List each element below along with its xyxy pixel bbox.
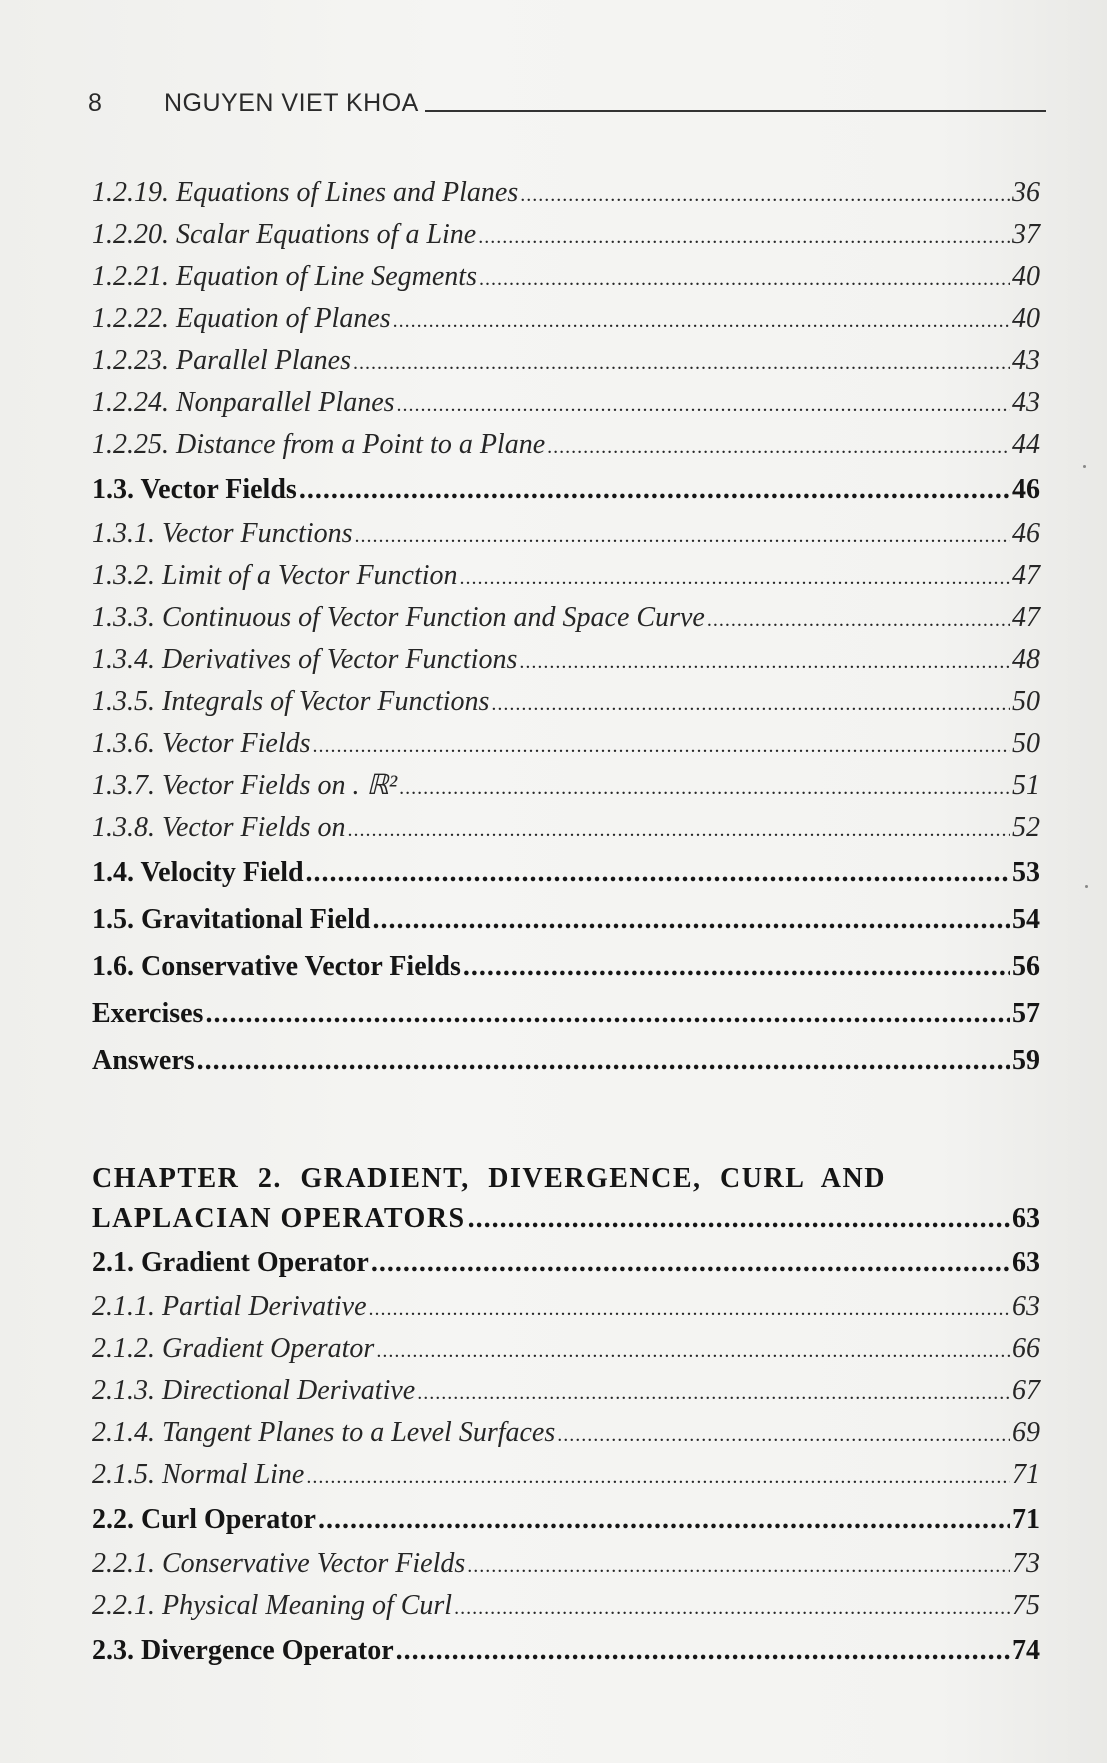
toc-subsection-entry: [92, 340, 1040, 382]
entry-title: 1.2.22. Equation of Planes: [92, 303, 391, 334]
leader-dots: [369, 1286, 1010, 1330]
entry-page-number: 36: [1012, 177, 1040, 208]
leader-dots: [397, 382, 1010, 426]
entry-title: 2.1.5. Normal Line: [92, 1459, 305, 1490]
entry-page-number: 63: [1012, 1247, 1040, 1278]
chapter-page-number: 63: [1012, 1203, 1040, 1234]
page-speck: [1085, 885, 1088, 888]
entry-title: 1.2.23. Parallel Planes: [92, 345, 351, 376]
toc-section-entry: [92, 1037, 1040, 1084]
toc-subsection-entry: [92, 298, 1040, 340]
toc-subsection-entry: [92, 214, 1040, 256]
toc-subsection-entry: [92, 1412, 1040, 1454]
entry-page-number: 71: [1012, 1504, 1040, 1535]
page-number: 8: [88, 89, 102, 117]
toc-subsection-entry: [92, 513, 1040, 555]
entry-page-number: 40: [1012, 261, 1040, 292]
toc-subsection-entry: [92, 1585, 1040, 1627]
toc-subsection-entry: [92, 597, 1040, 639]
entry-page-number: 48: [1012, 644, 1040, 675]
leader-dots: [479, 256, 1010, 300]
leader-dots: [396, 1627, 1010, 1674]
toc-section-entry: [92, 1627, 1040, 1674]
entry-title: 2.1.2. Gradient Operator: [92, 1333, 375, 1364]
leader-dots: [393, 298, 1010, 342]
leader-dots: [313, 723, 1010, 767]
leader-dots: [355, 513, 1010, 557]
entry-title: 1.3.1. Vector Functions: [92, 518, 353, 549]
entry-title: 1.5. Gravitational Field: [92, 904, 371, 935]
entry-page-number: 69: [1012, 1417, 1040, 1448]
entry-title: 2.1.3. Directional Derivative: [92, 1375, 416, 1406]
toc-subsection-entry: [92, 382, 1040, 424]
chapter-title-label: LAPLACIAN OPERATORS: [92, 1203, 466, 1234]
toc-subsection-entry: [92, 639, 1040, 681]
toc-section-entry: [92, 1239, 1040, 1286]
toc-subsection-entry: [92, 1328, 1040, 1370]
leader-dots: [454, 1585, 1010, 1629]
toc-subsection-entry: [92, 424, 1040, 466]
entry-page-number: 73: [1012, 1548, 1040, 1579]
entry-page-number: 71: [1012, 1459, 1040, 1490]
toc-subsection-entry: [92, 723, 1040, 765]
toc-section-entry: [92, 849, 1040, 896]
entry-title: 2.3. Divergence Operator: [92, 1635, 394, 1666]
toc-subsection-entry: [92, 1454, 1040, 1496]
leader-dots: [417, 1370, 1010, 1414]
entry-page-number: 53: [1012, 857, 1040, 888]
leader-dots: [299, 466, 1010, 513]
toc-section-entry: [92, 943, 1040, 990]
entry-page-number: 37: [1012, 219, 1040, 250]
entry-title: 1.3.2. Limit of a Vector Function: [92, 560, 458, 591]
toc-subsection-entry: [92, 256, 1040, 298]
entry-page-number: 46: [1012, 474, 1040, 505]
entry-title: Answers: [92, 1045, 195, 1076]
entry-page-number: 75: [1012, 1590, 1040, 1621]
entry-page-number: 46: [1012, 518, 1040, 549]
leader-dots: [460, 555, 1010, 599]
toc-subsection-entry: [92, 765, 1040, 807]
leader-dots: [348, 807, 1010, 851]
leader-dots: [547, 424, 1010, 468]
entry-title: 2.1. Gradient Operator: [92, 1247, 369, 1278]
leader-dots: [372, 896, 1010, 943]
entry-title: 1.2.20. Scalar Equations of a Line: [92, 219, 477, 250]
leader-dots: [376, 1328, 1010, 1372]
entry-title: 1.3.4. Derivatives of Vector Functions: [92, 644, 518, 675]
toc-section-entry: [92, 1496, 1040, 1543]
entry-page-number: 54: [1012, 904, 1040, 935]
entry-page-number: 51: [1012, 770, 1040, 801]
toc-list-chapter-1: [92, 172, 1040, 1084]
page-speck: [1083, 465, 1086, 468]
entry-title: 2.1.1. Partial Derivative: [92, 1291, 367, 1322]
leader-dots: [707, 597, 1010, 641]
entry-title: 1.3.6. Vector Fields: [92, 728, 311, 759]
entry-page-number: 59: [1012, 1045, 1040, 1076]
entry-page-number: 50: [1012, 728, 1040, 759]
entry-page-number: 44: [1012, 429, 1040, 460]
leader-dots: [353, 340, 1010, 384]
toc-subsection-entry: [92, 807, 1040, 849]
entry-page-number: 56: [1012, 951, 1040, 982]
entry-page-number: 63: [1012, 1291, 1040, 1322]
entry-title: 1.2.25. Distance from a Point to a Plane: [92, 429, 546, 460]
toc-section-entry: [92, 466, 1040, 513]
toc-list-chapter-2: [92, 1239, 1040, 1674]
chapter-title-line-1: CHAPTER 2. GRADIENT, DIVERGENCE, CURL AND: [92, 1163, 886, 1194]
toc-subsection-entry: [92, 555, 1040, 597]
toc-subsection-entry: [92, 172, 1040, 214]
leader-dots: [318, 1496, 1010, 1543]
entry-title: 1.3.7. Vector Fields on . ℝ²: [92, 770, 398, 801]
entry-page-number: 43: [1012, 387, 1040, 418]
entry-title: 1.3.8. Vector Fields on: [92, 812, 346, 843]
leader-dots: [557, 1412, 1010, 1456]
toc-subsection-entry: [92, 1370, 1040, 1412]
leader-dots: [306, 849, 1010, 896]
entry-title: Exercises: [92, 998, 204, 1029]
entry-title: 1.3.3. Continuous of Vector Function and Space Curve: [92, 602, 705, 633]
leader-dots: [491, 681, 1010, 725]
entry-title: 1.2.19. Equations of Lines and Planes: [92, 177, 519, 208]
entry-page-number: 66: [1012, 1333, 1040, 1364]
toc-subsection-entry: [92, 681, 1040, 723]
entry-page-number: 52: [1012, 812, 1040, 843]
leader-dots: [399, 765, 1010, 809]
leader-dots: [520, 172, 1010, 216]
running-header: [88, 88, 1046, 118]
leader-dots: [519, 639, 1010, 683]
entry-page-number: 47: [1012, 602, 1040, 633]
header-rule: [425, 110, 1046, 112]
entry-page-number: 67: [1012, 1375, 1040, 1406]
leader-dots: [463, 943, 1010, 990]
running-head-author: NGUYEN VIET KHOA: [164, 89, 419, 117]
chapter-title-line-2: [92, 1199, 1040, 1239]
leader-dots: [197, 1037, 1010, 1084]
entry-title: 1.2.21. Equation of Line Segments: [92, 261, 477, 292]
entry-title: 1.4. Velocity Field: [92, 857, 304, 888]
entry-page-number: 74: [1012, 1635, 1040, 1666]
toc-subsection-entry: [92, 1543, 1040, 1585]
toc-subsection-entry: [92, 1286, 1040, 1328]
leader-dots: [478, 214, 1010, 258]
entry-title: 1.3.5. Integrals of Vector Functions: [92, 686, 490, 717]
entry-title: 2.1.4. Tangent Planes to a Level Surfaces: [92, 1417, 556, 1448]
entry-title: 1.2.24. Nonparallel Planes: [92, 387, 395, 418]
entry-page-number: 43: [1012, 345, 1040, 376]
entry-title: 2.2.1. Physical Meaning of Curl: [92, 1590, 453, 1621]
leader-dots: [371, 1239, 1010, 1286]
leader-dots: [306, 1454, 1010, 1498]
chapter-heading: [92, 1159, 1040, 1239]
entry-title: 2.2.1. Conservative Vector Fields: [92, 1548, 466, 1579]
entry-title: 1.3. Vector Fields: [92, 474, 297, 505]
entry-page-number: 40: [1012, 303, 1040, 334]
toc-section-entry: [92, 896, 1040, 943]
table-of-contents: [92, 172, 1040, 1674]
leader-dots: [467, 1543, 1010, 1587]
leader-dots: [205, 990, 1010, 1037]
entry-page-number: 57: [1012, 998, 1040, 1029]
leader-dots: [468, 1199, 1010, 1239]
entry-title: 2.2. Curl Operator: [92, 1504, 316, 1535]
entry-page-number: 50: [1012, 686, 1040, 717]
entry-page-number: 47: [1012, 560, 1040, 591]
toc-section-entry: [92, 990, 1040, 1037]
entry-title: 1.6. Conservative Vector Fields: [92, 951, 461, 982]
